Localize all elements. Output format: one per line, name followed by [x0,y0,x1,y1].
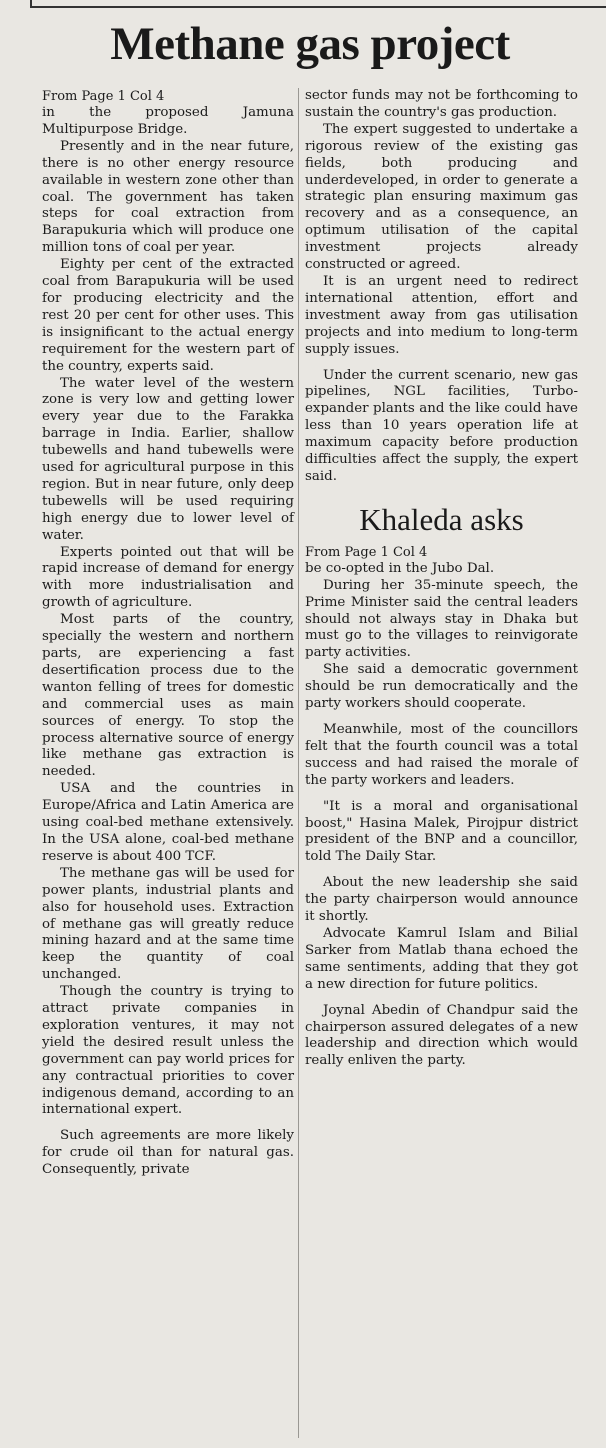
from-line-khaleda: From Page 1 Col 4 [305,544,428,560]
paragraph: USA and the countries in Europe/Africa and Latin America are using coal-bed methane extensively. In the USA alone, coal-bed methane reserve is about 400 TCF. [42,781,294,864]
paragraph: Such agreements are more likely for crude oil than for natural gas. Consequently, private [42,1128,294,1178]
paragraph: Joynal Abedin of Chandpur said the chairperson assured delegates of a new leadership and direction which would really enliven the party. [305,1002,578,1069]
column-left [42,88,294,1179]
paragraph: in the proposed Jamuna Multipurpose Bridge. [42,105,294,137]
headline-methane: Methane gas project [110,18,510,70]
paragraph: Presently and in the near future, there is no other energy resource available in western zone other than coal. The government has taken steps for coal extraction from Barapukuria which will produce one million tons of coal per year. [42,138,294,256]
paragraph: Though the country is trying to attract private companies in exploration ventures, it may not yield the desired result unless the government can pay world prices for any contractual priorities to cover indigenous demand, according to an international expert. [42,984,294,1118]
paragraph: Advocate Kamrul Islam and Bilial Sarker from Matlab thana echoed the same sentiments, adding that they got a new direction for future politics. [305,925,578,992]
paragraph: The expert suggested to undertake a rigorous review of the existing gas fields, both producing and underdeveloped, in order to generate a strategic plan ensuring maximum gas recovery and as a consequence, an optimum utilisation of the capital investment projects already constructed or agreed. [305,121,578,273]
paragraph: During her 35-minute speech, the Prime Minister said the central leaders should not always stay in Dhaka but must go to the villages to reinvigorate party activities. [305,577,578,661]
paragraph: sector funds may not be forthcoming to sustain the country's gas production. [305,88,578,120]
paragraph: About the new leadership she said the party chairperson would announce it shortly. [305,875,578,925]
column-divider [298,88,299,1438]
paragraph: The methane gas will be used for power plants, industrial plants and also for household uses. Extraction of methane gas will greatly reduce mining hazard and at the same time keep the quantity of coal unchanged. [42,865,294,983]
top-rule-corner [30,0,32,8]
paragraph: The water level of the western zone is very low and getting lower every year due to the Farakka barrage in India. Earlier, shallow tubewells and hand tubewells were used for agricultural purpose in this region. But in near future, only deep tubewells will be used requiring high energy due to lower level of water. [42,375,294,543]
from-line-methane: From Page 1 Col 4 [42,89,165,104]
paragraph: be co-opted in the Jubo Dal. [305,560,495,576]
adjacent-column-fragment [596,60,606,1448]
paragraph: Experts pointed out that will be rapid increase of demand for energy with more industrialisation and growth of agriculture. [42,544,294,611]
headline-khaleda: Khaleda asks [359,501,524,537]
paragraph: She said a democratic government should be run democratically and the party workers should cooperate. [305,662,578,712]
paragraph: Under the current scenario, new gas pipelines, NGL facilities, Turbo-expander plants and the like could have less than 10 years operation life at maximum capacity before production difficulties affect the supply, the expert said. [305,367,578,484]
paragraph: It is an urgent need to redirect international attention, effort and investment away from gas utilisation projects and into medium to long-term supply issues. [305,273,578,357]
paragraph: Meanwhile, most of the councillors felt that the fourth council was a total success and had raised the morale of the party workers and leaders. [305,722,578,788]
paragraph: "It is a moral and organisational boost," Hasina Malek, Pirojpur district president of the BNP and a councillor, told The Daily Star. [305,798,578,865]
paragraph: Eighty per cent of the extracted coal from Barapukuria will be used for producing electricity and the rest 20 per cent for other uses. This is insignificant to the actual energy requirement for the western part of the country, experts said. [42,257,294,374]
column-right [305,88,578,1070]
top-rule [30,0,606,8]
paragraph: Most parts of the country, specially the western and northern parts, are experiencing a fast desertification process due to the wanton felling of trees for domestic and commercial uses as main sources of energy. To stop the process alternative source of energy like methane gas extraction is needed. [42,612,294,780]
